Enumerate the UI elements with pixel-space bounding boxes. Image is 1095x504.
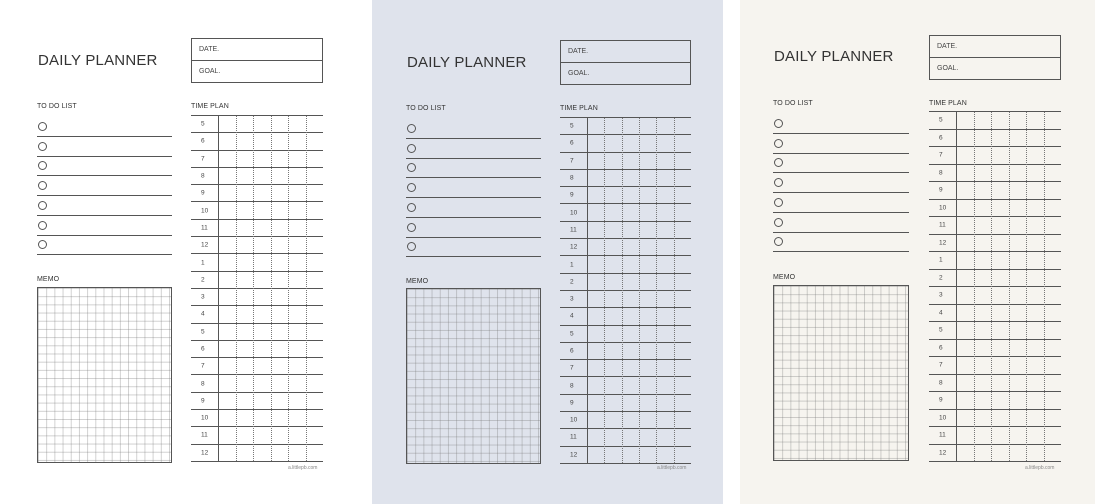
todo-item[interactable] bbox=[406, 218, 541, 238]
date-goal-box bbox=[191, 38, 323, 83]
checkbox-circle-icon[interactable] bbox=[38, 201, 47, 210]
hour-label: 12 bbox=[939, 239, 947, 247]
memo-grid-area[interactable] bbox=[773, 285, 909, 461]
time-slot-row[interactable] bbox=[560, 360, 691, 377]
hour-label: 8 bbox=[570, 382, 574, 390]
hour-label: 4 bbox=[201, 310, 205, 318]
hour-label: 8 bbox=[939, 169, 943, 177]
time-slot-row[interactable] bbox=[560, 256, 691, 273]
hour-label: 11 bbox=[939, 221, 946, 229]
time-slot-row[interactable] bbox=[191, 393, 323, 410]
hour-label: 5 bbox=[570, 122, 574, 130]
time-slot-row[interactable] bbox=[929, 252, 1061, 270]
hour-label: 3 bbox=[570, 295, 574, 303]
checkbox-circle-icon[interactable] bbox=[38, 142, 47, 151]
checkbox-circle-icon[interactable] bbox=[407, 242, 416, 251]
todo-item[interactable] bbox=[37, 176, 172, 196]
time-slot-row[interactable] bbox=[560, 395, 691, 412]
time-slot-row[interactable] bbox=[560, 291, 691, 308]
time-slot-row[interactable] bbox=[560, 153, 691, 170]
dotted-divider bbox=[622, 118, 623, 463]
time-slot-row[interactable] bbox=[929, 235, 1061, 253]
todo-item[interactable] bbox=[37, 196, 172, 216]
time-slot-row[interactable] bbox=[191, 410, 323, 427]
time-slot-row[interactable] bbox=[191, 151, 323, 168]
dotted-divider bbox=[639, 118, 640, 463]
time-slot-row[interactable] bbox=[929, 147, 1061, 165]
checkbox-circle-icon[interactable] bbox=[38, 221, 47, 230]
hour-label: 10 bbox=[939, 204, 947, 212]
time-slot-row[interactable] bbox=[560, 187, 691, 204]
time-slot-row[interactable] bbox=[560, 308, 691, 325]
hour-label: 9 bbox=[201, 397, 205, 405]
todo-item[interactable] bbox=[37, 117, 172, 137]
goal-field[interactable]: GOAL. bbox=[199, 67, 221, 75]
hour-label: 6 bbox=[939, 344, 943, 352]
hour-label: 2 bbox=[201, 276, 205, 284]
time-slot-row[interactable] bbox=[929, 305, 1061, 323]
time-plan-table bbox=[560, 117, 691, 463]
checkbox-circle-icon[interactable] bbox=[38, 161, 47, 170]
hour-label: 9 bbox=[939, 186, 943, 194]
time-slot-row[interactable] bbox=[929, 130, 1061, 148]
date-field[interactable]: DATE. bbox=[930, 36, 1060, 58]
hour-label: 7 bbox=[570, 364, 574, 372]
time-slot-row[interactable] bbox=[191, 324, 323, 341]
time-slot-row[interactable] bbox=[560, 343, 691, 360]
todo-item[interactable] bbox=[406, 198, 541, 218]
credit-text: a.littlepb.com bbox=[288, 465, 318, 471]
hour-label: 10 bbox=[939, 414, 947, 422]
hour-label: 7 bbox=[201, 155, 205, 163]
checkbox-circle-icon[interactable] bbox=[774, 139, 783, 148]
todo-item[interactable] bbox=[37, 216, 172, 236]
time-slot-row[interactable] bbox=[560, 412, 691, 429]
todo-item[interactable] bbox=[406, 178, 541, 198]
dotted-divider bbox=[306, 116, 307, 461]
todo-item[interactable] bbox=[773, 193, 909, 213]
hour-label: 7 bbox=[570, 157, 574, 165]
checkbox-circle-icon[interactable] bbox=[407, 203, 416, 212]
hour-label: 7 bbox=[939, 151, 943, 159]
time-slot-row[interactable] bbox=[191, 202, 323, 219]
time-slot-row[interactable] bbox=[560, 326, 691, 343]
hour-label: 5 bbox=[939, 326, 943, 334]
dotted-divider bbox=[271, 116, 272, 461]
hour-label: 4 bbox=[570, 312, 574, 320]
date-field[interactable]: DATE. bbox=[561, 41, 690, 63]
time-slot-row[interactable] bbox=[929, 322, 1061, 340]
hour-label: 11 bbox=[201, 224, 208, 232]
todo-item[interactable] bbox=[406, 237, 541, 257]
dotted-divider bbox=[288, 116, 289, 461]
todo-list-label: TO DO LIST bbox=[773, 100, 813, 107]
date-goal-box bbox=[929, 35, 1061, 80]
time-plan-label: TIME PLAN bbox=[929, 100, 967, 107]
planner-page-cream bbox=[740, 0, 1095, 504]
hour-label: 10 bbox=[201, 414, 209, 422]
time-slot-row[interactable] bbox=[929, 445, 1061, 463]
hour-label: 12 bbox=[570, 243, 578, 251]
time-slot-row[interactable] bbox=[191, 427, 323, 444]
hour-label: 8 bbox=[570, 174, 574, 182]
checkbox-circle-icon[interactable] bbox=[38, 181, 47, 190]
date-goal-box bbox=[560, 40, 691, 85]
time-slot-row[interactable] bbox=[191, 220, 323, 237]
time-slot-row[interactable] bbox=[929, 427, 1061, 445]
time-slot-row[interactable] bbox=[929, 375, 1061, 393]
memo-label: MEMO bbox=[37, 276, 60, 283]
hour-label: 5 bbox=[201, 120, 205, 128]
time-slot-row[interactable] bbox=[560, 447, 691, 464]
checkbox-circle-icon[interactable] bbox=[774, 178, 783, 187]
page-title: DAILY PLANNER bbox=[407, 54, 527, 71]
todo-item[interactable] bbox=[37, 235, 172, 255]
dotted-divider bbox=[656, 118, 657, 463]
dotted-divider bbox=[1026, 112, 1027, 461]
hour-label: 11 bbox=[201, 431, 208, 439]
time-slot-row[interactable] bbox=[191, 289, 323, 306]
hour-label: 3 bbox=[201, 293, 205, 301]
hour-label: 12 bbox=[570, 451, 578, 459]
hour-label: 6 bbox=[201, 137, 205, 145]
checkbox-circle-icon[interactable] bbox=[407, 124, 416, 133]
hour-label: 8 bbox=[939, 379, 943, 387]
page-title: DAILY PLANNER bbox=[38, 52, 158, 69]
todo-item[interactable] bbox=[773, 153, 909, 173]
hour-label: 6 bbox=[570, 139, 574, 147]
hour-label: 12 bbox=[939, 449, 947, 457]
hour-label: 10 bbox=[570, 416, 578, 424]
hour-label: 9 bbox=[201, 189, 205, 197]
memo-label: MEMO bbox=[773, 274, 796, 281]
todo-item[interactable] bbox=[406, 139, 541, 159]
time-slot-row[interactable] bbox=[560, 274, 691, 291]
hour-label: 5 bbox=[570, 330, 574, 338]
hour-label: 9 bbox=[570, 399, 574, 407]
todo-item[interactable] bbox=[406, 119, 541, 139]
time-plan-label: TIME PLAN bbox=[560, 105, 598, 112]
time-slot-row[interactable] bbox=[929, 217, 1061, 235]
hour-label: 8 bbox=[201, 172, 205, 180]
time-slot-row[interactable] bbox=[191, 168, 323, 185]
time-column-divider bbox=[587, 118, 588, 463]
hour-label: 11 bbox=[570, 433, 577, 441]
hour-label: 1 bbox=[201, 259, 205, 267]
hour-label: 6 bbox=[201, 345, 205, 353]
dotted-divider bbox=[236, 116, 237, 461]
hour-label: 7 bbox=[201, 362, 205, 370]
time-slot-row[interactable] bbox=[191, 375, 323, 392]
time-column-divider bbox=[218, 116, 219, 461]
time-slot-row[interactable] bbox=[929, 287, 1061, 305]
time-slot-row[interactable] bbox=[191, 445, 323, 462]
hour-label: 4 bbox=[939, 309, 943, 317]
memo-label: MEMO bbox=[406, 278, 429, 285]
time-slot-row[interactable] bbox=[560, 204, 691, 221]
todo-item[interactable] bbox=[406, 158, 541, 178]
todo-item[interactable] bbox=[37, 156, 172, 176]
time-slot-row[interactable] bbox=[560, 377, 691, 394]
todo-item[interactable] bbox=[773, 114, 909, 134]
hour-label: 9 bbox=[939, 396, 943, 404]
time-slot-row[interactable] bbox=[929, 270, 1061, 288]
checkbox-circle-icon[interactable] bbox=[774, 237, 783, 246]
time-slot-row[interactable] bbox=[191, 306, 323, 323]
checkbox-circle-icon[interactable] bbox=[774, 119, 783, 128]
hour-label: 10 bbox=[201, 207, 209, 215]
hour-label: 11 bbox=[570, 226, 577, 234]
time-slot-row[interactable] bbox=[191, 358, 323, 375]
page-title: DAILY PLANNER bbox=[774, 48, 894, 65]
todo-item[interactable] bbox=[37, 137, 172, 157]
time-plan-label: TIME PLAN bbox=[191, 103, 229, 110]
checkbox-circle-icon[interactable] bbox=[407, 183, 416, 192]
checkbox-circle-icon[interactable] bbox=[774, 158, 783, 167]
checkbox-circle-icon[interactable] bbox=[407, 144, 416, 153]
checkbox-circle-icon[interactable] bbox=[774, 198, 783, 207]
time-slot-row[interactable] bbox=[191, 133, 323, 150]
planner-page-blue bbox=[372, 0, 723, 504]
checkbox-circle-icon[interactable] bbox=[38, 122, 47, 131]
hour-label: 11 bbox=[939, 431, 946, 439]
credit-text: a.littlepb.com bbox=[1025, 465, 1055, 471]
dotted-divider bbox=[1009, 112, 1010, 461]
dotted-divider bbox=[1044, 112, 1045, 461]
date-field[interactable]: DATE. bbox=[192, 39, 322, 61]
hour-label: 6 bbox=[570, 347, 574, 355]
time-slot-row[interactable] bbox=[560, 118, 691, 135]
hour-label: 8 bbox=[201, 380, 205, 388]
dotted-divider bbox=[253, 116, 254, 461]
todo-list-label: TO DO LIST bbox=[37, 103, 77, 110]
time-column-divider bbox=[956, 112, 957, 461]
hour-label: 3 bbox=[939, 291, 943, 299]
goal-field[interactable]: GOAL. bbox=[568, 69, 590, 77]
hour-label: 6 bbox=[939, 134, 943, 142]
time-slot-row[interactable] bbox=[929, 112, 1061, 130]
time-slot-row[interactable] bbox=[929, 357, 1061, 375]
time-slot-row[interactable] bbox=[560, 429, 691, 446]
time-slot-row[interactable] bbox=[560, 222, 691, 239]
memo-grid-area[interactable] bbox=[406, 288, 541, 464]
planner-page-white bbox=[0, 0, 365, 504]
time-slot-row[interactable] bbox=[929, 410, 1061, 428]
time-plan-table bbox=[929, 111, 1061, 461]
todo-item[interactable] bbox=[773, 173, 909, 193]
memo-grid-area[interactable] bbox=[37, 287, 172, 463]
time-slot-row[interactable] bbox=[191, 237, 323, 254]
time-slot-row[interactable] bbox=[191, 254, 323, 271]
checkbox-circle-icon[interactable] bbox=[407, 223, 416, 232]
time-slot-row[interactable] bbox=[929, 182, 1061, 200]
time-slot-row[interactable] bbox=[929, 165, 1061, 183]
hour-label: 9 bbox=[570, 191, 574, 199]
time-slot-row[interactable] bbox=[929, 392, 1061, 410]
dotted-divider bbox=[974, 112, 975, 461]
hour-label: 10 bbox=[570, 209, 578, 217]
time-slot-row[interactable] bbox=[560, 239, 691, 256]
time-slot-row[interactable] bbox=[191, 185, 323, 202]
hour-label: 7 bbox=[939, 361, 943, 369]
time-slot-row[interactable] bbox=[191, 341, 323, 358]
hour-label: 1 bbox=[939, 256, 943, 264]
dotted-divider bbox=[674, 118, 675, 463]
dotted-divider bbox=[604, 118, 605, 463]
hour-label: 12 bbox=[201, 449, 209, 457]
todo-list-label: TO DO LIST bbox=[406, 105, 446, 112]
checkbox-circle-icon[interactable] bbox=[407, 163, 416, 172]
time-slot-row[interactable] bbox=[191, 116, 323, 133]
time-slot-row[interactable] bbox=[929, 340, 1061, 358]
time-slot-row[interactable] bbox=[560, 170, 691, 187]
checkbox-circle-icon[interactable] bbox=[38, 240, 47, 249]
time-plan-table bbox=[191, 115, 323, 461]
hour-label: 5 bbox=[939, 116, 943, 124]
hour-label: 2 bbox=[939, 274, 943, 282]
todo-item[interactable] bbox=[773, 232, 909, 252]
credit-text: a.littlepb.com bbox=[657, 465, 687, 471]
hour-label: 12 bbox=[201, 241, 209, 249]
goal-field[interactable]: GOAL. bbox=[937, 64, 959, 72]
time-slot-row[interactable] bbox=[191, 272, 323, 289]
hour-label: 2 bbox=[570, 278, 574, 286]
todo-item[interactable] bbox=[773, 134, 909, 154]
hour-label: 1 bbox=[570, 261, 574, 269]
time-slot-row[interactable] bbox=[560, 135, 691, 152]
hour-label: 5 bbox=[201, 328, 205, 336]
checkbox-circle-icon[interactable] bbox=[774, 218, 783, 227]
dotted-divider bbox=[991, 112, 992, 461]
time-slot-row[interactable] bbox=[929, 200, 1061, 218]
todo-item[interactable] bbox=[773, 213, 909, 233]
